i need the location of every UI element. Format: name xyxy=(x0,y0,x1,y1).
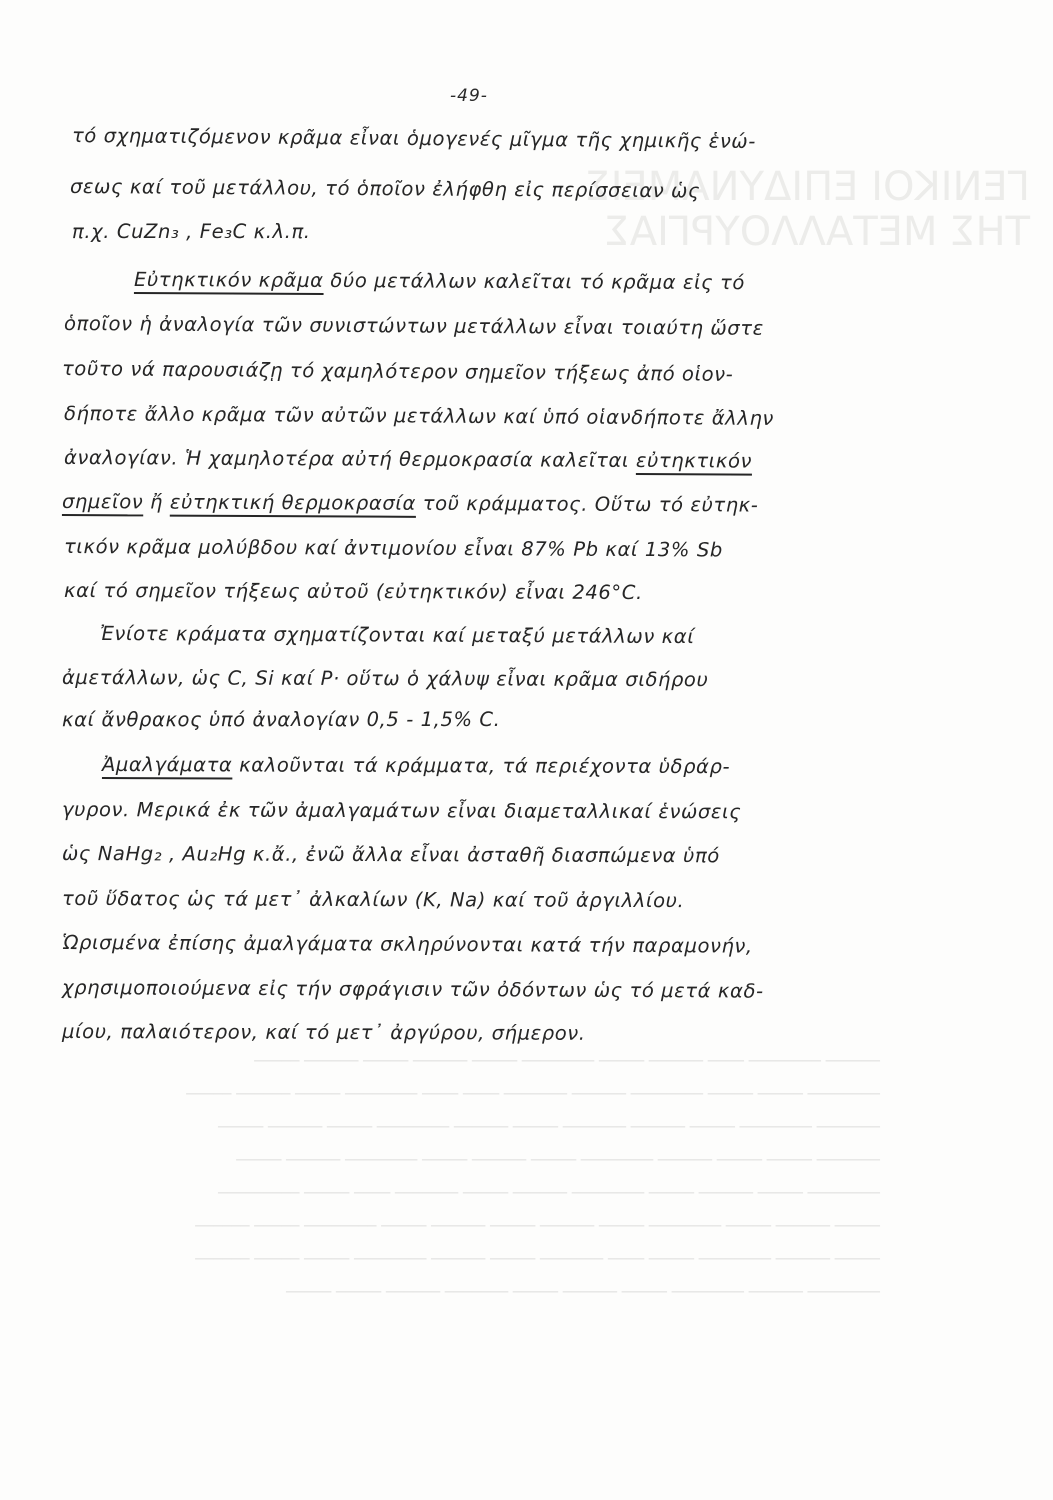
text-line: τοῦτο νά παρουσιάζῃ τό χαμηλότερον σημεῖον τήξεως ἀπό οἱον- xyxy=(61,357,734,386)
text-line: Ἀμαλγάματα καλοῦνται τά κράμματα, τά περιέχοντα ὑδράρ- xyxy=(101,753,731,779)
page-number: -49- xyxy=(450,86,488,106)
text-line: Ἐνίοτε κράματα σχηματίζονται καί μεταξύ μετάλλων καί xyxy=(99,622,695,649)
text-line: τικόν κρᾶμα μολύβδου καί ἀντιμονίου εἶναι 87% Pb καί 13% Sb xyxy=(63,535,723,562)
text-line: ἀναλογίαν. Ἡ χαμηλοτέρα αὐτή θερμοκρασία καλεῖται εὐτηκτικόν xyxy=(63,446,753,473)
term-point: σημεῖον xyxy=(61,490,144,514)
term-eutectic: εὐτηκτικόν xyxy=(635,448,753,473)
text-line: μίου, παλαιότερον, καί τό μετ᾿ ἀργύρου, σήμερον. xyxy=(61,1020,586,1045)
text-line: καί ἄνθρακος ὑπό ἀναλογίαν 0,5 - 1,5% C. xyxy=(62,708,501,731)
text-line: ὁποῖον ἡ ἀναλογία τῶν συνιστώντων μετάλλων εἶναι τοιαύτη ὥστε xyxy=(63,312,764,340)
text-line: Εὐτηκτικόν κρᾶμα δύο μετάλλων καλεῖται τό κρᾶμα εἰς τό xyxy=(133,268,746,295)
term-eutectic-temperature: εὐτηκτική θερμοκρασία xyxy=(169,490,417,515)
text-line: σεως καί τοῦ μετάλλου, τό ὁποῖον ἐλήφθη εἰς περίσσειαν ὡς xyxy=(69,175,701,203)
text-line: Ὡρισμένα ἐπίσης ἀμαλγάματα σκληρύνονται κατά τήν παραμονήν, xyxy=(61,931,753,958)
text-line: τό σχηματιζόμενον κρᾶμα εἶναι ὁμογενές μῖγμα τῆς χημικῆς ἑνώ- xyxy=(71,124,757,153)
text-line: σημεῖον ἤ εὐτηκτική θερμοκρασία τοῦ κράμματος. Οὕτω τό εὐτηκ- xyxy=(61,490,759,517)
text-line: γυρον. Μερικά ἐκ τῶν ἀμαλγαμάτων εἶναι διαμεταλλικαί ἑνώσεις xyxy=(61,798,742,824)
term-eutectic-alloy: Εὐτηκτικόν κρᾶμα xyxy=(133,268,324,292)
text-line: ἀμετάλλων, ὡς C, Si καί P· οὕτω ὁ χάλυψ εἶναι κρᾶμα σιδήρου xyxy=(61,666,709,692)
text-line: π.χ. CuZn₃ , Fe₃C κ.λ.π. xyxy=(72,220,311,243)
text-line: ὡς NaHg₂ , Au₂Hg κ.ἄ., ἐνῶ ἄλλα εἶναι ἀσταθῆ διασπώμενα ὑπό xyxy=(61,842,720,868)
text-line: τοῦ ὕδατος ὡς τά μετ᾿ ἀλκαλίων (K, Na) καί τοῦ ἀργιλλίου. xyxy=(61,887,685,913)
text-line: χρησιμοποιούμενα εἰς τήν σφράγισιν τῶν ὀδόντων ὡς τό μετά καδ- xyxy=(61,976,764,1003)
bleed-through-heading: ΓΕΝΙΚΟΙ ΕΠΙΔΥΝΑΜΕΙΣ ΤΗΣ ΜΕΤΑΛΛΟΥΡΓΙΑΣ xyxy=(585,164,1030,255)
text-line: καί τό σημεῖον τήξεως αὐτοῦ (εὐτηκτικόν) εἶναι 246°C. xyxy=(63,579,643,605)
term-amalgams: Ἀμαλγάματα xyxy=(101,753,233,777)
text-line: δήποτε ἄλλο κρᾶμα τῶν αὐτῶν μετάλλων καί ὑπό οἱανδήποτε ἄλλην xyxy=(63,402,775,430)
bleed-through-text: ────── ──────── ──── ────── ───── ──────── ───── ────── ───── ────── ───── ──────── ───── ───── ──────── ────── ─────── ──── ──── ──────── ───── ────── ───── ─────── ──────── ───── ────── ─────── ───── ────── ──────── ───── ────── ───── ─────── ───── ───── ────── ──────── ───── ────── ───── ──────── ────── ───── ──────── ───── ────── ───── ──────── ────── ───── ─────── ──── ───── ───────── ───── ────── ───── ──────── ───── ────── ───── ────── ───── ──────── ───── ────── ───── ────── ──────── ───── ──── ─────── ───── ────── ──────── ───── ───── ────── ──────── ────── ──────── ───── ────── ───── ─────── ────── ───── ───── xyxy=(186,1052,880,1301)
